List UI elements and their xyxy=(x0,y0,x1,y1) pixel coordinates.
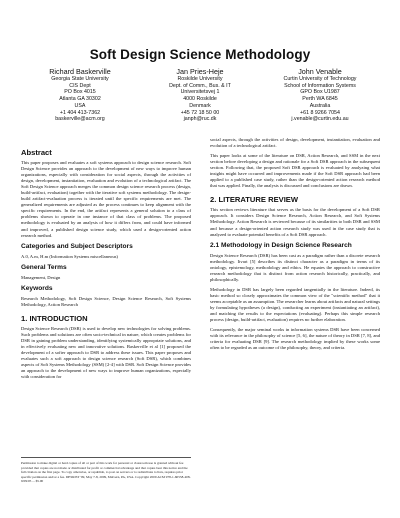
author-block xyxy=(20,67,380,123)
author-address: Universitetsvej 1 xyxy=(180,89,220,96)
author-phone: +1 404 413-7362 xyxy=(59,109,101,116)
author-country: Australia xyxy=(309,102,331,109)
author-dept: Dept. of Comm., Bus. & IT xyxy=(169,82,231,89)
author-name: John Venable xyxy=(298,67,342,76)
methodology-paragraph-2: Methodology in DSR has largely been regarded tangentially in the literature. Indeed, its basic method so closely approximates the common view of the "scientific method" that it seems acceptable as an assumption. The researcher learns about artifacts and natural settings by formulating hypotheses (a design), conducting an experiment (instantiating an artifact), and matching the results to the expectations (evaluating). Perhaps this simple research process (design, build-artifact, evaluation) requires no further elaboration. xyxy=(210,286,380,323)
author-address: GPO Box U1987 xyxy=(300,89,340,96)
author-dept: CIS Dept xyxy=(69,82,91,89)
author-name: Jan Pries-Heje xyxy=(176,67,224,76)
literature-review-heading: 2. LITERATURE REVIEW xyxy=(210,195,299,205)
author-phone: +61 8 9266 7054 xyxy=(300,109,340,116)
abstract-heading: Abstract xyxy=(21,148,52,157)
introduction-paragraph-2: This paper looks at some of the literature on DSR, Action Research, and SSM in the next section before developing a design and rationale for a Soft DSR approach in the subsequent section. Following that, the proposed Soft DSR approach is evaluated by analyzing what insights might have occurred and improvements made if the Soft DSR approach had been applied to a published case study, rather than the design-oriented action research method that was applied. Finally, the analysis is discussed and conclusions are drawn. xyxy=(210,153,380,189)
author-1 xyxy=(20,67,140,123)
keywords-text: Research Methodology, Soft Design Science, Design Science Research, Soft Systems Methodology, Action Research xyxy=(21,295,191,307)
author-address: PO Box 4015 xyxy=(64,89,96,96)
paper-title: Soft Design Science Methodology xyxy=(89,47,311,62)
right-column xyxy=(210,137,380,355)
abstract-text: This paper proposes and evaluates a soft systems approach to design science research. Soft Design Science provides an approach to the development of new ways to improve human organizations, especially with consideration for social aspects, through the activities of design, development, instantiation, evaluation and evolution of a technological artifact. The Soft Design Science approach merges the common design science research process (design, build-artifact, evaluation) together with the iterative soft systems methodology. The design-build artifact-evaluation process is iterated until the specific requirements are met. The generalized requirements are adjusted as the process continues to keep alignment with the specific requirements. In the end, the artifact represents a general solution to a class of problems shown to operate in one instance of that class of problems. The proposed methodology is evaluated by an analysis of how it differs from, and could have informed and improved, a published design science study, which used a design-oriented action research method. xyxy=(21,160,191,238)
author-3 xyxy=(260,67,380,123)
author-country: USA xyxy=(74,102,86,109)
author-affiliation: Georgia State University xyxy=(51,76,109,82)
author-affiliation: Curtin University of Technology xyxy=(283,76,357,82)
author-city: 4000 Roskilde xyxy=(183,96,217,103)
author-city: Atlanta GA 30302 xyxy=(59,96,101,103)
author-email[interactable]: j.venable@curtin.edu.au xyxy=(291,116,349,123)
author-email[interactable]: baskerville@acm.org xyxy=(55,116,105,123)
copyright-footnote: Permission to make digital or hard copies of all or part of this work for personal or classroom use is granted without fee provided that copies are not made or distributed for profit or commercial advantage and that copies bear this notice and the full citation on the first page. To copy otherwise, or republish, to post on servers or to redistribute to lists, requires prior specific permission and/or a fee. DESRIST '09, May 7-8, 2009, Malvern, PA, USA. Copyright 2009 ACM 978-1-60558-408-9/09/05 ... $5.00 xyxy=(21,457,191,484)
methodology-subheading: 2.1 Methodology in Design Science Research xyxy=(210,241,352,249)
keywords-heading: Keywords xyxy=(21,284,53,292)
categories-heading: Categories and Subject Descriptors xyxy=(21,242,133,250)
introduction-text: Design Science Research (DSR) is used to develop new technologies for solving problems. Such problems and solutions are often socio-technical in nature, which creates problems for DSR in gaining problem understanding, identifying systemically appropriate solutions, and in effectively evaluating new and innovative solutions. Baskerville et al [1] proposed the development of a softer approach to DSR to address these issues. This paper proposes and evaluates such a soft approach to design science research (Soft DSR), which combines aspects of Soft Systems Methodology (SSM) [2-4] with DSR. Soft Design Science provides an approach to the development of new ways to improve human organizations, especially with consideration for xyxy=(21,325,191,380)
categories-text: A.0, A.m, H.m (Information Systems miscellaneous) xyxy=(21,253,118,259)
author-city: Perth WA 6845 xyxy=(302,96,338,103)
author-2 xyxy=(140,67,260,123)
author-dept: School of Information Systems xyxy=(284,82,356,89)
author-phone: +45 72 18 50 00 xyxy=(180,109,220,116)
terms-heading: General Terms xyxy=(21,263,67,271)
methodology-paragraph-3: Consequently, the major seminal works in information systems DSR have been concerned with its relevance in the philosophy of science [5, 6], the nature of theory in DSR [7, 8], and criteria for evaluating DSR [9]. The research methodology implied by these works some often to be regarded as an outcome of the philosophy, theory, and criteria. xyxy=(210,327,380,351)
left-column xyxy=(21,142,191,384)
author-email[interactable]: janph@ruc.dk xyxy=(183,116,217,123)
methodology-paragraph-1: Design Science Research (DSR) has been cast as a paradigm rather than a discrete research methodology. Iivari [5] describes its distinct character as a paradigm in terms of its ontology, epistemology, methodology and ethics. He equates the approach to constructive research methodology that is distinct from action research historically, practically, and philosophically. xyxy=(210,252,380,282)
introduction-continued: social aspects, through the activities of design, development, instantiation, evaluation and evolution of a technological artifact. xyxy=(210,137,380,149)
author-affiliation: Roskilde University xyxy=(177,76,223,82)
author-country: Denmark xyxy=(189,102,211,109)
literature-review-text: This section reviews literature that serves as the basis for the development of a Soft DSR approach. It considers Design Science Research, Action Research, and Soft Systems Methodology. Action Research is reviewed because of its similarities to both DSR and SSM and because a design-oriented action research study was used in the case study that is analyzed to evaluate potential benefits of a Soft DSR approach. xyxy=(210,207,380,237)
author-name: Richard Baskerville xyxy=(49,67,111,76)
introduction-heading: 1. INTRODUCTION xyxy=(21,313,88,323)
terms-text: Management, Design xyxy=(21,274,61,280)
